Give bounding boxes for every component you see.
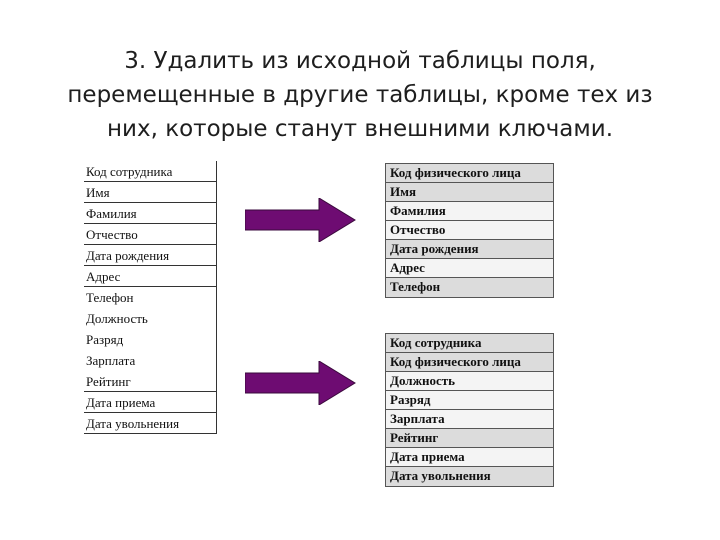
slide-title [40,44,680,146]
person-row: Адрес [386,259,553,278]
person-row: Код физического лица [386,164,553,183]
employee-row: Код сотрудника [386,334,553,353]
source-row: Телефон [86,290,134,305]
employee-row: Код физического лица [386,353,553,372]
employee-row: Зарплата [386,410,553,429]
source-row: Рейтинг [84,371,216,392]
source-row: Зарплата [86,353,136,368]
source-row: Фамилия [84,203,216,224]
employee-row: Рейтинг [386,429,553,448]
employee-row: Разряд [386,391,553,410]
person-row: Отчество [386,221,553,240]
source-row: Дата приема [84,392,216,413]
employee-row: Дата увольнения [386,467,553,486]
right-arrow-icon [245,361,357,405]
person-row: Телефон [386,278,553,297]
person-row: Фамилия [386,202,553,221]
source-table [84,161,217,434]
source-row: Дата увольнения [84,413,216,434]
title-line-3: них, которые станут внешними ключами. [107,116,613,142]
title-line-2: перемещенные в другие таблицы, кроме тех из [67,82,653,108]
person-row: Дата рождения [386,240,553,259]
right-arrow-icon [245,198,357,242]
source-row: Код сотрудника [84,161,216,182]
source-row: Отчество [84,224,216,245]
source-row: Имя [84,182,216,203]
source-row: Адрес [84,266,216,287]
source-row: Должность [86,311,148,326]
title-line-1: 3. Удалить из исходной таблицы поля, [124,48,596,74]
employee-row: Дата приема [386,448,553,467]
person-row: Имя [386,183,553,202]
source-row: Разряд [86,332,124,347]
employee-row: Должность [386,372,553,391]
source-row: Дата рождения [84,245,216,266]
employee-table [385,333,554,487]
person-table [385,163,554,298]
